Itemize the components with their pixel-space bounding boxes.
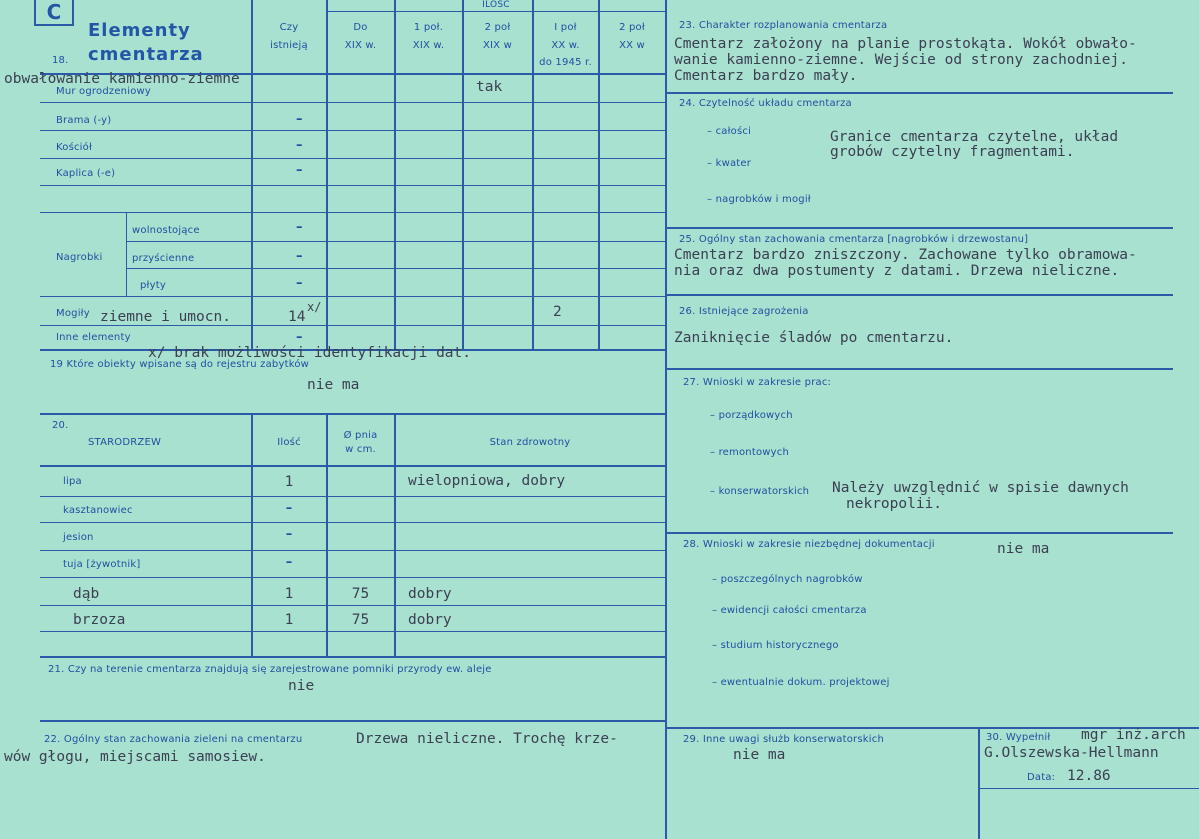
section28-item4: – ewentualnie dokum. projektowej [712,677,890,688]
brama-dash: – [296,112,303,127]
grid-line [394,0,396,350]
section23-line1: Cmentarz założony na planie prostokąta. Wokół obwało- [674,36,1137,52]
mogily-count: 14 [288,309,306,325]
grid-line [40,102,666,103]
grid-line [326,11,666,12]
tree-health: dobry [408,586,452,602]
grid-line [126,212,127,296]
row-kaplica: Kaplica (-e) [56,168,116,179]
section26-label: 26. Istniejące zagrożenia [679,306,809,317]
row-mogily: Mogiły [56,308,90,319]
col-1pol20-line3: do 1945 r. [539,57,592,68]
section19-label: 19 Które obiekty wpisane są do rejestru zabytków [50,359,310,370]
section19-value: nie ma [307,377,360,393]
section30-author-line1: mgr inż.arch [1081,727,1186,743]
col-1pol20-line2: XX w. [551,40,580,51]
section25-line2: nia oraz dwa postumenty z datami. Drzewa nieliczne. [674,263,1120,279]
tree-health: wielopniowa, dobry [408,473,566,489]
section30-date-label: Data: [1027,772,1056,783]
plyty-dash: – [296,276,303,291]
tree-name: brzoza [73,612,126,628]
grid-line [40,656,666,658]
grid-line [40,465,666,467]
grid-line [462,0,464,350]
row-nagrobki: Nagrobki [56,252,103,263]
sub-przyscienne: przyścienne [132,253,195,264]
section18-title-line2: cmentarza [88,44,204,65]
col-diam-line1: Ø pnia [343,430,378,441]
section29-value: nie ma [733,747,786,763]
tree-qty: – [285,527,293,542]
section27-line2: nekropolii. [846,496,943,512]
tree-name: lipa [63,476,82,487]
typed-mogily: ziemne i umocn. [100,309,231,325]
section30-date-value: 12.86 [1067,768,1111,784]
section21-value: nie [288,678,315,694]
section28-item3: – studium historycznego [712,640,839,651]
col-exists-line1: Czy [279,22,299,33]
tree-name: tuja [żywotnik] [63,559,141,570]
tree-qty: – [285,555,293,570]
section24-line2: grobów czytelny fragmentami. [830,144,1075,160]
section24-line1: Granice cmentarza czytelne, układ [830,129,1119,145]
tree-diam: 75 [351,586,370,602]
inne-dash: – [296,330,303,345]
section28-item1: – poszczególnych nagrobków [712,574,863,585]
col-2pol20-line1: 2 poł [619,22,645,33]
grid-line [40,720,666,722]
tree-qty: 1 [284,612,294,628]
kosciol-dash: – [296,138,303,153]
section22-label: 22. Ogólny stan zachowania zieleni na cmentarzu [44,734,303,745]
grid-line [666,368,1173,370]
col-1pol19-line1: 1 poł. [413,22,444,33]
sub-plyty: płyty [140,280,166,291]
section28-value: nie ma [997,541,1050,557]
section18-number: 18. [52,55,69,66]
grid-line [40,496,666,497]
panel-divider [665,0,667,839]
grid-line [666,532,1173,534]
col-2pol19-line1: 2 poł [484,22,511,33]
section23-label: 23. Charakter rozplanowania cmentarza [679,20,888,31]
tree-name: kasztanowiec [63,505,133,516]
section24-item1: – całości [707,126,752,137]
row-kosciol: Kościół [56,142,93,153]
typed-fence: obwałowanie kamienno-ziemne [4,71,240,87]
tree-name: jesion [63,532,94,543]
grid-line [40,631,666,632]
col-qty: Ilość [277,437,301,448]
col-do-line1: Do [353,22,368,33]
col-do-line2: XIX w. [344,40,377,51]
grid-line [40,577,666,578]
grid-line [978,727,980,839]
grid-line [40,550,666,551]
card-letter: C [34,0,74,26]
section22-line1: Drzewa nieliczne. Trochę krze- [356,731,618,747]
grid-line [126,268,666,269]
section30-label: 30. Wypełnił [986,732,1051,743]
grid-line [666,92,1173,94]
mogily-mark: x/ [307,300,322,314]
grid-line [394,413,396,656]
section30-author-line2: G.Olszewska-Hellmann [984,745,1159,761]
section26-value: Zaniknięcie śladów po cmentarzu. [674,330,954,346]
section27-line1: Należy uwzględnić w spisie dawnych [832,480,1129,496]
section21-label: 21. Czy na terenie cmentarza znajdują się zarejestrowane pomniki przyrody ew. aleje [48,664,492,675]
mogily-1pol20: 2 [553,304,562,320]
section28-label: 28. Wnioski w zakresie niezbędnej dokumentacji [683,539,935,550]
col-exists-line2: istnieją [270,40,308,51]
section27-label: 27. Wnioski w zakresie prac: [683,377,832,388]
section27-item2: – remontowych [710,447,789,458]
section29-label: 29. Inne uwagi służb konserwatorskich [683,734,884,745]
grid-line [40,325,666,326]
section27-item1: – porządkowych [710,410,793,421]
grid-line [40,605,666,606]
section25-label: 25. Ogólny stan zachowania cmentarza [nagrobków i drzewostanu] [679,234,1029,245]
row-inne: Inne elementy [56,332,131,343]
tree-diam: 75 [351,612,370,628]
tree-qty: 1 [284,474,294,490]
grid-line [40,522,666,523]
grid-line [978,788,1199,789]
kaplica-dash: – [296,163,303,178]
section24-item2: – kwater [707,158,752,169]
section27-item3: – konserwatorskich [710,486,810,497]
tree-qty: – [285,501,293,516]
col-health: Stan zdrowotny [489,437,571,448]
col-2pol20-line2: XX w [619,40,645,51]
section23-line3: Cmentarz bardzo mały. [674,68,858,84]
section18-title-line1: Elementy [88,20,191,41]
grid-line [666,227,1173,229]
grid-line [40,185,666,186]
grid-line [40,158,666,159]
grid-line [40,212,666,213]
col-1pol20-line1: I poł [554,22,577,33]
grid-line [251,0,253,350]
tree-health: dobry [408,612,452,628]
section23-line2: wanie kamienno-ziemne. Wejście od strony zachodniej. [674,52,1128,68]
tree-name: dąb [73,586,100,602]
col-diam-line2: w cm. [345,444,376,455]
grid-line [40,130,666,131]
section25-line1: Cmentarz bardzo zniszczony. Zachowane tylko obramowa- [674,247,1137,263]
section24-label: 24. Czytelność układu cmentarza [679,98,852,109]
section24-item3: – nagrobków i mogił [707,194,811,205]
section28-item2: – ewidencji całości cmentarza [712,605,867,616]
grid-line [40,296,666,297]
grid-line [666,294,1173,296]
col-2pol19-line2: XIX w [482,40,512,51]
footnote: x/ brak możliwości identyfikacji dat. [148,345,472,361]
grid-line [40,413,666,415]
grid-line [598,0,600,350]
col-quantity-header: ILOŚĆ [482,0,510,10]
section20-number: 20. [52,420,69,431]
row-brama: Brama (-y) [56,115,112,126]
grid-line [532,0,534,350]
grid-line [126,241,666,242]
col-tree: STARODRZEW [88,437,162,448]
sub-wolnostojace: wolnostojące [132,225,200,236]
row-mur: Mur ogrodzeniowy [56,86,152,97]
przyscienne-dash: – [296,249,303,264]
col-1pol19-line2: XIX w. [412,40,445,51]
typed-tak: tak [476,79,503,95]
tree-qty: 1 [284,586,294,602]
wolnostojace-dash: – [296,220,303,235]
grid-line [326,0,328,350]
section22-line2: wów głogu, miejscami samosiew. [4,749,266,765]
